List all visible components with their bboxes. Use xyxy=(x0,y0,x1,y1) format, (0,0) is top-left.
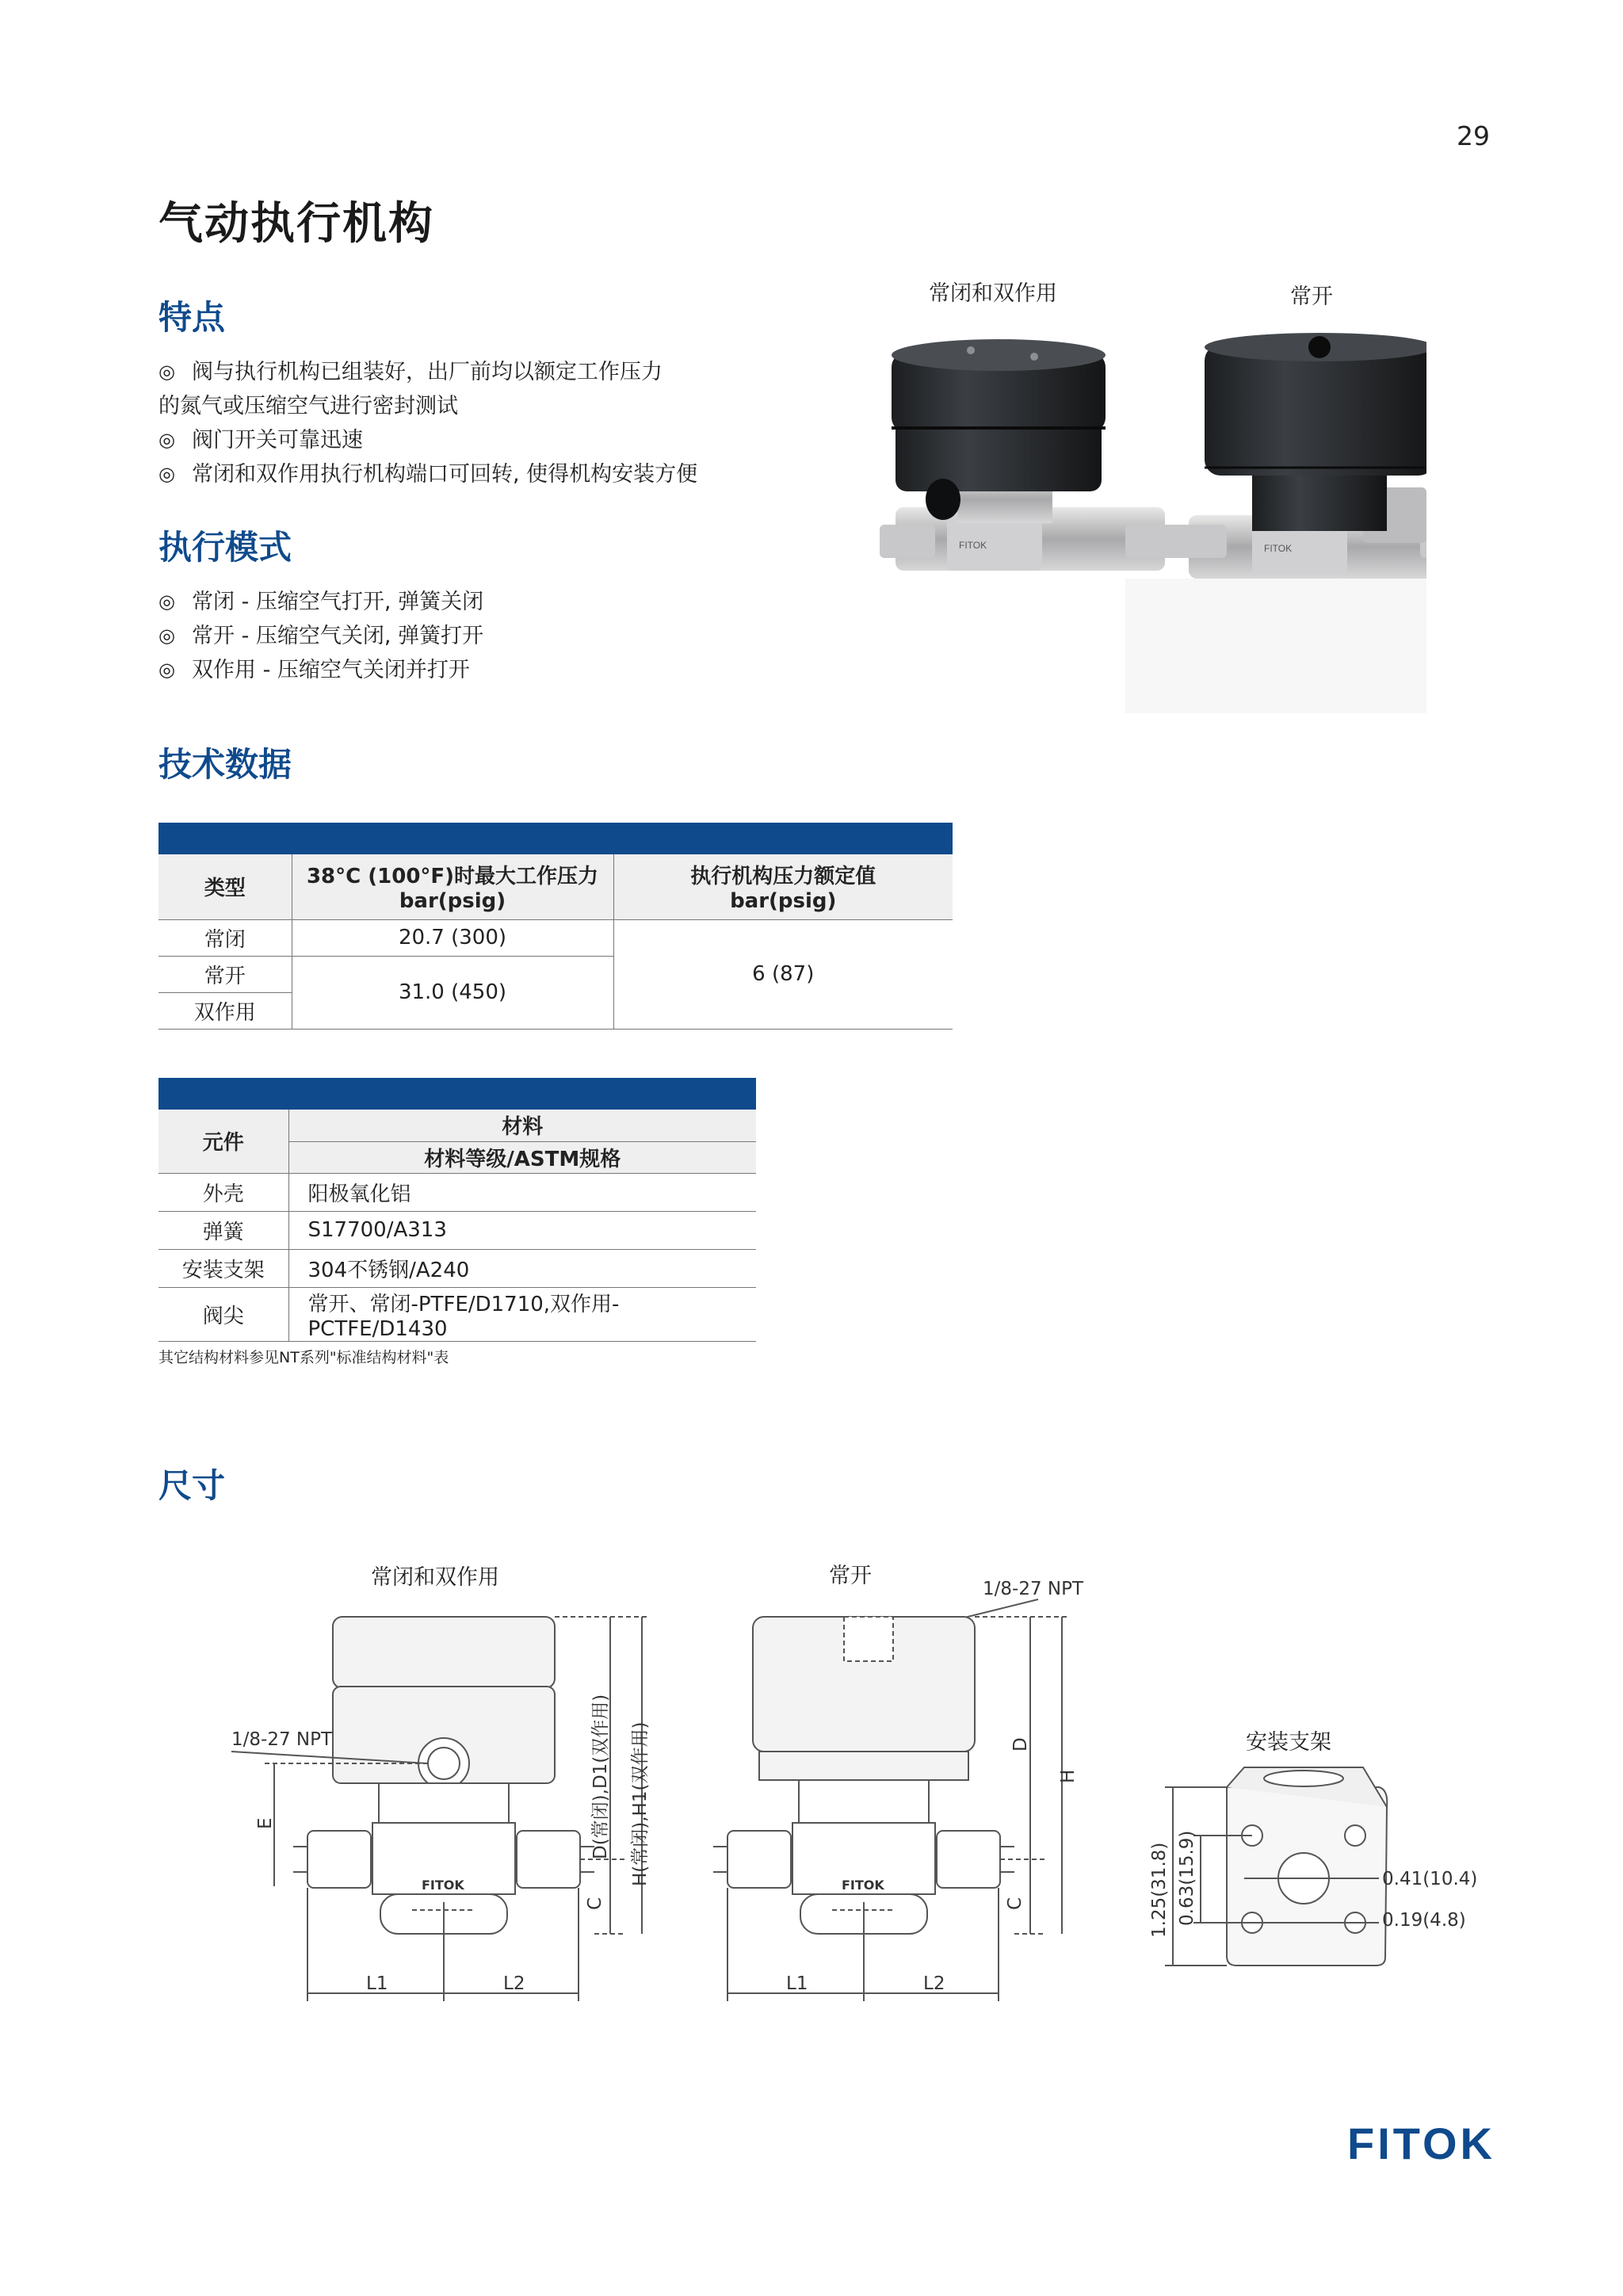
valve-photo-nc-da xyxy=(880,339,1181,571)
drawing-brand: FITOK xyxy=(842,1878,884,1893)
table-row: 常开 31.0 (450) xyxy=(158,956,953,992)
table-row: 双作用 xyxy=(158,992,953,1029)
drawing-nc-da xyxy=(231,1617,651,2001)
bullet-icon: ◎ xyxy=(158,659,175,681)
drawing-no xyxy=(713,1579,1084,2001)
mode-item: ◎ 常开 - 压缩空气关闭, 弹簧打开 xyxy=(158,619,483,653)
dim-label-E: E xyxy=(255,1817,276,1829)
dim-caption-no: 常开 xyxy=(829,1564,872,1588)
dim-caption-nc-da: 常闭和双作用 xyxy=(371,1565,499,1590)
actuator-rating-value: 6 (87) xyxy=(613,919,953,1029)
table-row: 外壳 阳极氧化铝 xyxy=(158,1173,756,1211)
pressure-table xyxy=(158,823,953,1030)
dim-label-L2: L2 xyxy=(503,1973,525,1994)
body-brand: FITOK xyxy=(1264,543,1293,554)
col-header-material-grade: 材料等级/ASTM规格 xyxy=(288,1141,756,1173)
npt-label-top: 1/8-27 NPT xyxy=(983,1579,1084,1599)
dimension-drawings xyxy=(214,1577,1529,2021)
col-header-part: 元件 xyxy=(158,1110,288,1173)
page-number: 29 xyxy=(1457,120,1490,151)
page-title: 气动执行机构 xyxy=(158,198,434,250)
drawing-brand: FITOK xyxy=(422,1878,464,1893)
bracket-dim-019: 0.19(4.8) xyxy=(1382,1910,1466,1931)
feature-item-continuation: 的氮气或压缩空气进行密封测试 xyxy=(158,394,458,418)
bullet-icon: ◎ xyxy=(158,625,175,647)
valve-photo-no xyxy=(1125,333,1426,713)
table-header-bar xyxy=(158,823,953,854)
features-heading: 特点 xyxy=(158,298,226,337)
dim-label-L1: L1 xyxy=(366,1973,388,1994)
features-list xyxy=(158,355,697,491)
dim-label-C-left: C xyxy=(585,1897,605,1910)
mode-item: ◎ 双作用 - 压缩空气关闭并打开 xyxy=(158,653,483,687)
col-header-material: 材料 xyxy=(288,1110,756,1141)
dim-caption-bracket: 安装支架 xyxy=(1246,1730,1331,1755)
tech-heading: 技术数据 xyxy=(158,745,292,784)
photo-caption-no: 常开 xyxy=(1290,285,1333,309)
bullet-icon: ◎ xyxy=(158,429,175,451)
photo-caption-nc-da: 常闭和双作用 xyxy=(929,281,1057,306)
dim-label-L1-mid: L1 xyxy=(786,1973,808,1994)
bracket-dim-041: 0.41(10.4) xyxy=(1382,1869,1478,1889)
table-row: 阀尖 常开、常闭-PTFE/D1710,双作用-PCTFE/D1430 xyxy=(158,1287,756,1341)
feature-item: ◎ 阀门开关可靠迅速 xyxy=(158,423,697,457)
bullet-icon: ◎ xyxy=(158,361,175,383)
dim-label-D: D xyxy=(1010,1737,1031,1752)
table-header-bar xyxy=(158,1078,756,1110)
materials-note: 其它结构材料参见NT系列"标准结构材料"表 xyxy=(158,1349,449,1366)
col-header-actuator-rating: 执行机构压力额定值 bar(psig) xyxy=(613,854,953,919)
col-header-max-pressure: 38°C (100°F)时最大工作压力 bar(psig) xyxy=(292,854,613,919)
product-photos xyxy=(856,317,1426,713)
materials-table xyxy=(158,1078,756,1342)
col-header-type: 类型 xyxy=(158,854,292,919)
bracket-dim-125: 1.25(31.8) xyxy=(1149,1842,1170,1938)
fitok-logo: FITOK xyxy=(1347,2118,1495,2168)
table-row: 常闭 20.7 (300) 6 (87) xyxy=(158,919,953,956)
body-brand: FITOK xyxy=(959,540,987,551)
mode-item: ◎ 常闭 - 压缩空气打开, 弹簧关闭 xyxy=(158,585,483,619)
modes-list xyxy=(158,585,483,687)
table-row: 安装支架 304不锈钢/A240 xyxy=(158,1249,756,1287)
bullet-icon: ◎ xyxy=(158,463,175,485)
dim-label-C-mid: C xyxy=(1005,1897,1025,1910)
bracket-dim-063: 0.63(15.9) xyxy=(1177,1830,1197,1926)
npt-label: 1/8-27 NPT xyxy=(231,1729,333,1750)
feature-item: ◎ 常闭和双作用执行机构端口可回转, 使得机构安装方便 xyxy=(158,457,697,491)
modes-heading: 执行模式 xyxy=(158,528,292,567)
bullet-icon: ◎ xyxy=(158,590,175,613)
feature-item: ◎ 阀与执行机构已组装好，出厂前均以额定工作压力 xyxy=(158,355,697,389)
dim-label-H-H1: H(常闭),H1(双作用) xyxy=(630,1721,651,1886)
dim-label-D-D1: D(常闭),D1(双作用) xyxy=(590,1694,611,1859)
dim-label-L2-mid: L2 xyxy=(923,1973,945,1994)
drawing-bracket xyxy=(1149,1767,1477,1966)
table-row: 弹簧 S17700/A313 xyxy=(158,1211,756,1249)
dimensions-heading: 尺寸 xyxy=(158,1466,226,1505)
dim-label-H: H xyxy=(1058,1769,1079,1783)
